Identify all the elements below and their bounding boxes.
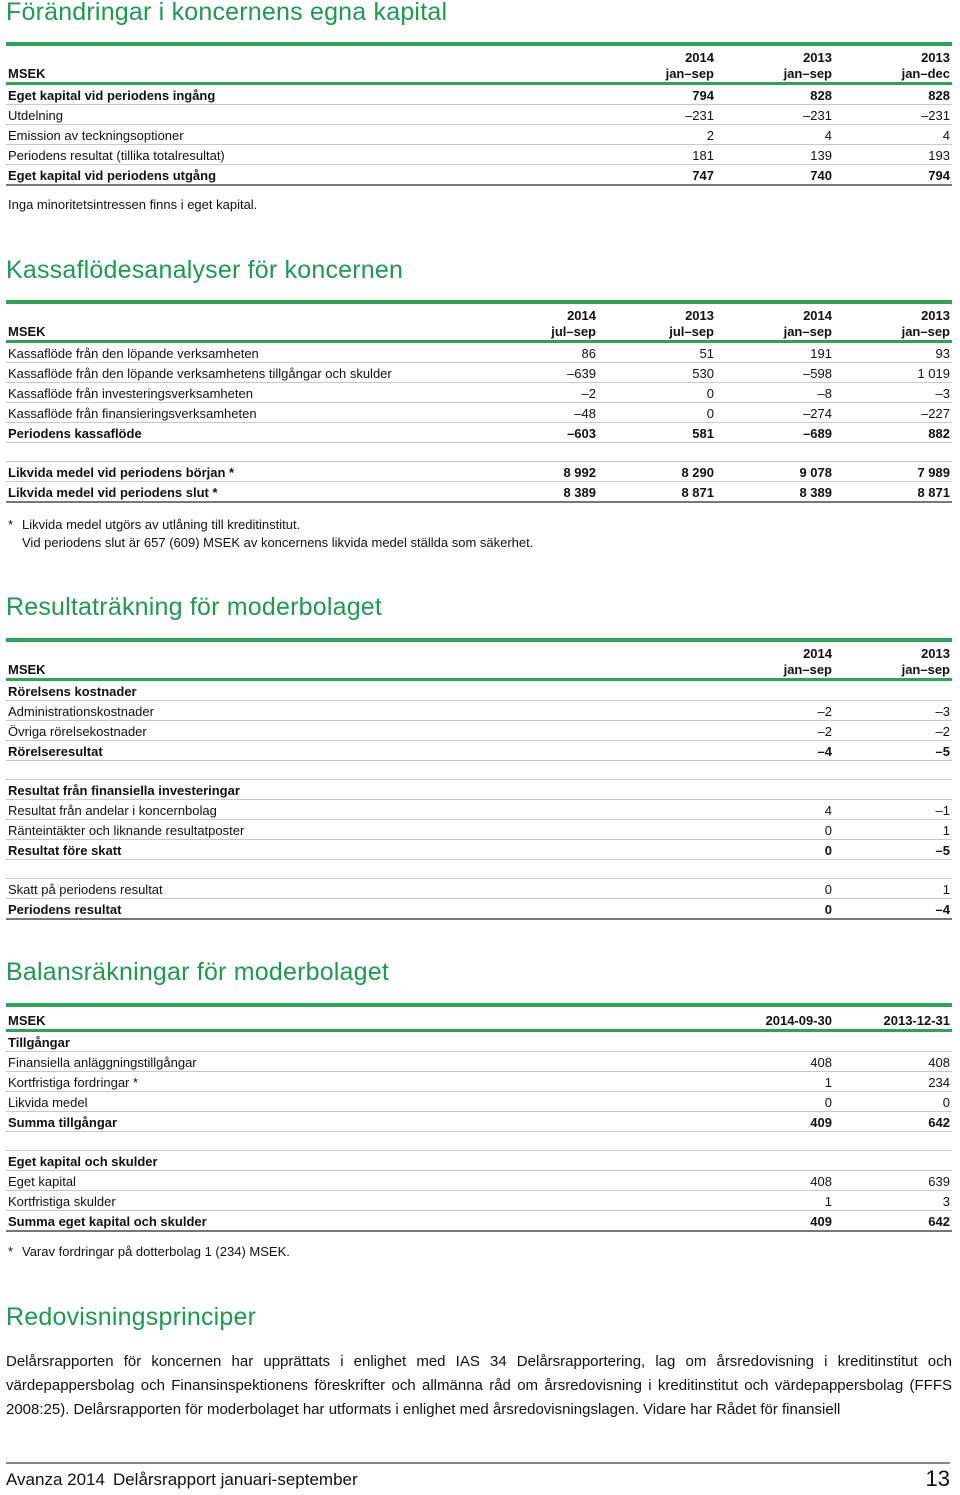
table-row	[6, 1211, 952, 1232]
table-row	[6, 820, 952, 840]
header-label: MSEK	[6, 640, 716, 680]
column-period: jan–sep	[901, 324, 950, 339]
row-value: 0	[716, 879, 834, 899]
cashflow-table	[6, 300, 952, 503]
row-value: 86	[480, 342, 598, 363]
table-row	[6, 800, 952, 820]
table-row	[6, 721, 952, 741]
row-value: 408	[834, 1052, 952, 1072]
table-row	[6, 1151, 952, 1171]
row-label: Emission av teckningsoptioner	[6, 125, 596, 145]
column-header	[716, 302, 834, 342]
row-value: 581	[598, 423, 716, 443]
row-label: Kassaflöde från den löpande verksamheten	[6, 342, 480, 363]
column-period: jan–sep	[783, 662, 832, 677]
table-row	[6, 1072, 952, 1092]
column-period: jul–sep	[551, 324, 596, 339]
row-value	[716, 1151, 834, 1171]
row-label: Kassaflöde från investeringsverksamheten	[6, 383, 480, 403]
table-row	[6, 383, 952, 403]
row-value: 139	[716, 145, 834, 165]
row-value: –4	[834, 899, 952, 920]
column-header	[596, 44, 716, 84]
column-period: jan–sep	[901, 662, 950, 677]
row-value: –231	[596, 105, 716, 125]
row-value: 181	[596, 145, 716, 165]
row-value: –2	[716, 721, 834, 741]
footer-report: Delårsrapport januari-september	[112, 1470, 358, 1489]
row-value: –274	[716, 403, 834, 423]
row-value: 409	[716, 1211, 834, 1232]
row-value: 408	[716, 1171, 834, 1191]
table-row	[6, 342, 952, 363]
row-value: 828	[834, 84, 952, 105]
row-value: –8	[716, 383, 834, 403]
spacer-row	[6, 860, 952, 879]
row-label: Rörelseresultat	[6, 741, 716, 761]
row-value: 2	[596, 125, 716, 145]
column-header: 2013-12-31	[834, 1005, 952, 1031]
equity-table	[6, 42, 952, 186]
row-label: Periodens kassaflöde	[6, 423, 480, 443]
equity-note: Inga minoritetsintressen finns i eget kapital.	[8, 197, 258, 212]
row-value: 408	[716, 1052, 834, 1072]
row-value: 882	[834, 423, 952, 443]
row-label: Eget kapital och skulder	[6, 1151, 716, 1171]
page-number: 13	[925, 1466, 950, 1491]
row-label: Eget kapital vid periodens ingång	[6, 84, 596, 105]
row-value	[834, 1031, 952, 1052]
row-value: 794	[596, 84, 716, 105]
row-label: Utdelning	[6, 105, 596, 125]
table-row	[6, 363, 952, 383]
row-value: 8 389	[716, 482, 834, 503]
table-row	[6, 105, 952, 125]
table-row	[6, 1171, 952, 1191]
column-header	[716, 640, 834, 680]
row-value: –2	[716, 701, 834, 721]
row-value: –5	[834, 840, 952, 860]
row-label: Kortfristiga fordringar *	[6, 1072, 716, 1092]
row-value: –231	[834, 105, 952, 125]
row-value: 4	[716, 125, 834, 145]
footnote-star: *	[8, 517, 14, 532]
row-value: –3	[834, 701, 952, 721]
table-row	[6, 1112, 952, 1132]
row-label: Övriga rörelsekostnader	[6, 721, 716, 741]
row-value: 234	[834, 1072, 952, 1092]
page-footer	[6, 1462, 950, 1492]
income-table	[6, 638, 952, 920]
row-value: –5	[834, 741, 952, 761]
row-value: –1	[834, 800, 952, 820]
row-value: 642	[834, 1112, 952, 1132]
row-value	[716, 1031, 834, 1052]
row-label: Rörelsens kostnader	[6, 680, 716, 701]
table-row	[6, 403, 952, 423]
table-row	[6, 1031, 952, 1052]
table-row	[6, 84, 952, 105]
row-value: 8 389	[480, 482, 598, 503]
column-year: 2014	[803, 646, 832, 661]
row-label: Skatt på periodens resultat	[6, 879, 716, 899]
row-value: –598	[716, 363, 834, 383]
column-header	[834, 44, 952, 84]
column-year: 2013	[685, 308, 714, 323]
row-value: 8 992	[480, 462, 598, 482]
row-value: –227	[834, 403, 952, 423]
row-value: –2	[480, 383, 598, 403]
column-year: 2013	[921, 50, 950, 65]
row-value: 8 290	[598, 462, 716, 482]
row-value: 1	[834, 820, 952, 840]
column-header: 2014-09-30	[716, 1005, 834, 1031]
row-value: 3	[834, 1191, 952, 1211]
column-header	[598, 302, 716, 342]
column-year: 2014	[803, 308, 832, 323]
spacer-row	[6, 1132, 952, 1151]
table-row	[6, 165, 952, 186]
row-value: 4	[716, 800, 834, 820]
row-value: 1 019	[834, 363, 952, 383]
spacer-cell	[6, 860, 952, 879]
cashflow-note-line2: Vid periodens slut är 657 (609) MSEK av koncernens likvida medel ställda som säkerhet.	[22, 535, 534, 550]
row-value: 0	[716, 840, 834, 860]
cashflow-note	[8, 516, 533, 552]
spacer-cell	[6, 443, 952, 462]
table-row	[6, 1052, 952, 1072]
row-value: 7 989	[834, 462, 952, 482]
row-value: 93	[834, 342, 952, 363]
table-row	[6, 1191, 952, 1211]
row-value: 0	[598, 383, 716, 403]
table-row	[6, 145, 952, 165]
row-value: –48	[480, 403, 598, 423]
row-value: –639	[480, 363, 598, 383]
cashflow-note-line1: Likvida medel utgörs av utlåning till kreditinstitut.	[22, 517, 301, 532]
row-value: –231	[716, 105, 834, 125]
row-label: Likvida medel vid periodens början *	[6, 462, 480, 482]
row-value: –4	[716, 741, 834, 761]
row-value: 4	[834, 125, 952, 145]
column-header	[480, 302, 598, 342]
footnote-star: *	[8, 1244, 14, 1259]
row-label: Summa tillgångar	[6, 1112, 716, 1132]
table-row	[6, 462, 952, 482]
header-label: MSEK	[6, 44, 596, 84]
spacer-cell	[6, 1132, 952, 1151]
row-label: Administrationskostnader	[6, 701, 716, 721]
row-label: Periodens resultat	[6, 899, 716, 920]
row-value: 530	[598, 363, 716, 383]
row-value: 828	[716, 84, 834, 105]
table-row	[6, 482, 952, 503]
row-value: 0	[716, 820, 834, 840]
row-value	[834, 680, 952, 701]
row-value: –2	[834, 721, 952, 741]
row-value: 8 871	[834, 482, 952, 503]
column-year: 2014	[685, 50, 714, 65]
row-label: Kassaflöde från den löpande verksamhetens tillgångar och skulder	[6, 363, 480, 383]
row-value: 51	[598, 342, 716, 363]
column-period: jan–sep	[665, 66, 714, 81]
row-value: 794	[834, 165, 952, 186]
footer-title	[6, 1470, 358, 1490]
row-label: Resultat från finansiella investeringar	[6, 780, 716, 800]
balance-note-text: Varav fordringar på dotterbolag 1 (234) MSEK.	[22, 1244, 290, 1259]
row-value: 740	[716, 165, 834, 186]
row-value: 409	[716, 1112, 834, 1132]
column-year: 2013	[921, 646, 950, 661]
table-row	[6, 741, 952, 761]
principles-text: Delårsrapporten för koncernen har upprättats i enlighet med IAS 34 Delårsrapportering, lag om årsredovisning i kreditinstitut och värdepappersbolag och Finansinspektionens föreskrifter och allmänna råd om årsredovisning i kreditinstitut och värdepappersbolag (FFFS 2008:25). Delårsrapporten för moderbolaget har utformats i enlighet med årsredovisningslagen. Vidare har Rådet för finansiell	[6, 1353, 952, 1418]
equity-section-title: Förändringar i koncernens egna kapital	[6, 0, 448, 26]
column-header	[834, 640, 952, 680]
table-row	[6, 1092, 952, 1112]
row-value	[834, 1151, 952, 1171]
column-period: jul–sep	[669, 324, 714, 339]
row-label: Kassaflöde från finansieringsverksamheten	[6, 403, 480, 423]
footer-company: Avanza 2014	[6, 1470, 105, 1489]
row-label: Finansiella anläggningstillgångar	[6, 1052, 716, 1072]
row-value	[834, 780, 952, 800]
spacer-row	[6, 761, 952, 780]
row-value: 0	[716, 899, 834, 920]
row-label: Eget kapital	[6, 1171, 716, 1191]
row-label: Summa eget kapital och skulder	[6, 1211, 716, 1232]
row-value: 1	[716, 1191, 834, 1211]
column-header	[716, 44, 834, 84]
column-period: jan–sep	[783, 324, 832, 339]
row-value	[716, 780, 834, 800]
income-section-title: Resultaträkning för moderbolaget	[6, 593, 383, 621]
row-value: 642	[834, 1211, 952, 1232]
table-row	[6, 423, 952, 443]
row-label: Resultat före skatt	[6, 840, 716, 860]
row-value: 747	[596, 165, 716, 186]
row-value: 193	[834, 145, 952, 165]
table-row	[6, 680, 952, 701]
column-year: 2014	[567, 308, 596, 323]
column-header	[834, 302, 952, 342]
row-label: Ränteintäkter och liknande resultatposter	[6, 820, 716, 840]
cashflow-section-title: Kassaflödesanalyser för koncernen	[6, 256, 404, 284]
principles-section-title: Redovisningsprinciper	[6, 1303, 257, 1331]
row-label: Periodens resultat (tillika totalresultat)	[6, 145, 596, 165]
column-year: 2013	[803, 50, 832, 65]
row-value: 639	[834, 1171, 952, 1191]
row-value: 0	[716, 1092, 834, 1112]
row-label: Eget kapital vid periodens utgång	[6, 165, 596, 186]
row-value	[716, 680, 834, 701]
balance-table	[6, 1003, 952, 1232]
spacer-cell	[6, 761, 952, 780]
row-label: Likvida medel	[6, 1092, 716, 1112]
column-year: 2013	[921, 308, 950, 323]
row-value: 1	[834, 879, 952, 899]
table-row	[6, 780, 952, 800]
table-row	[6, 125, 952, 145]
row-value: 9 078	[716, 462, 834, 482]
table-row	[6, 899, 952, 920]
row-label: Likvida medel vid periodens slut *	[6, 482, 480, 503]
row-value: 1	[716, 1072, 834, 1092]
table-row	[6, 701, 952, 721]
row-label: Tillgångar	[6, 1031, 716, 1052]
column-period: jan–dec	[901, 66, 950, 81]
row-label: Resultat från andelar i koncernbolag	[6, 800, 716, 820]
row-value: –689	[716, 423, 834, 443]
table-row	[6, 879, 952, 899]
column-period: jan–sep	[783, 66, 832, 81]
row-value: 191	[716, 342, 834, 363]
balance-section-title: Balansräkningar för moderbolaget	[6, 958, 390, 986]
row-value: –3	[834, 383, 952, 403]
header-label: MSEK	[6, 302, 480, 342]
row-value: 0	[598, 403, 716, 423]
spacer-row	[6, 443, 952, 462]
header-label: MSEK	[6, 1005, 716, 1031]
row-value: 0	[834, 1092, 952, 1112]
row-value: –603	[480, 423, 598, 443]
balance-note	[8, 1243, 290, 1261]
row-value: 8 871	[598, 482, 716, 503]
table-row	[6, 840, 952, 860]
row-label: Kortfristiga skulder	[6, 1191, 716, 1211]
